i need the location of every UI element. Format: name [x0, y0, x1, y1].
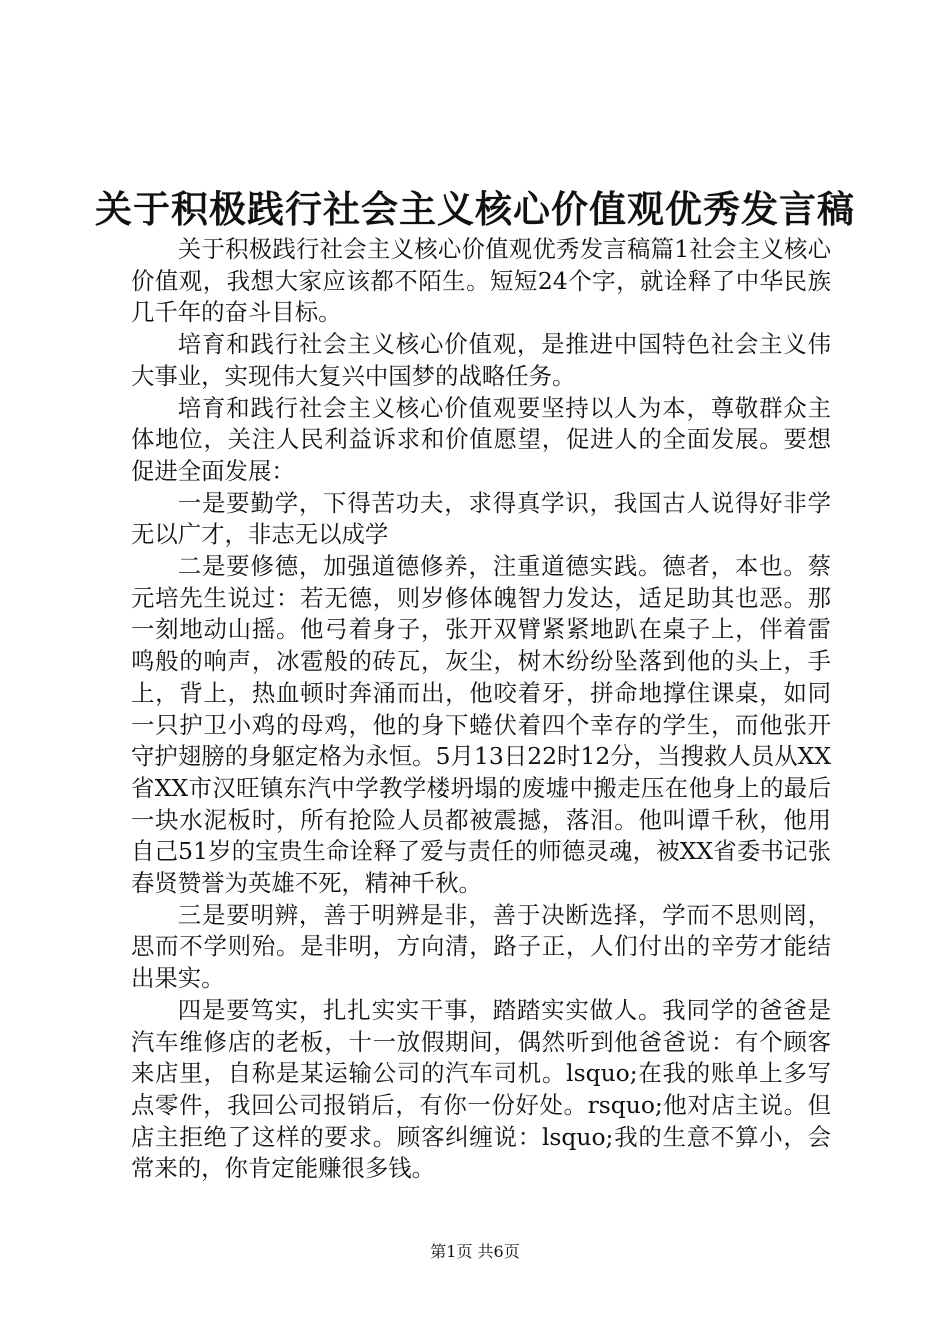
- paragraph-intro: 关于积极践行社会主义核心价值观优秀发言稿篇1社会主义核心价值观，我想大家应该都不陌生。短短24个字，就诠释了中华民族几千年的奋斗目标。: [131, 235, 831, 327]
- paragraph-people-oriented: 培育和践行社会主义核心价值观要坚持以人为本，尊敬群众主体地位，关注人民利益诉求和价值愿望，促进人的全面发展。要想促进全面发展：: [131, 393, 831, 485]
- paragraph-strategic-task: 培育和践行社会主义核心价值观，是推进中国特色社会主义伟大事业，实现伟大复兴中国梦的战略任务。: [131, 330, 831, 390]
- page-number: 第1页 共6页: [430, 1242, 520, 1261]
- paragraph-earnestness: 四是要笃实，扎扎实实干事，踏踏实实做人。我同学的爸爸是汽车维修店的老板，十一放假期间，偶然听到他爸爸说：有个顾客来店里，自称是某运输公司的汽车司机。lsquo;在我的账单上多写点零件，我回公司报销后，有你一份好处。rsquo;他对店主说。但店主拒绝了这样的要求。顾客纠缠说：lsquo;我的生意不算小，会常来的，你肯定能赚很多钱。: [131, 995, 831, 1183]
- document-body: [131, 234, 831, 1185]
- paragraph-diligent-study: 一是要勤学，下得苦功夫，求得真学识，我国古人说得好非学无以广才，非志无以成学: [131, 488, 831, 549]
- paragraph-discernment: 三是要明辨，善于明辨是非，善于决断选择，学而不思则罔，思而不学则殆。是非明，方向清，路子正，人们付出的辛劳才能结出果实。: [131, 900, 831, 993]
- paragraph-cultivate-virtue: 二是要修德，加强道德修养，注重道德实践。德者，本也。蔡元培先生说过：若无德，则岁修体魄智力发达，适足助其也恶。那一刻地动山摇。他弓着身子，张开双臂紧紧地趴在桌子上，伴着雷鸣般的响声，冰雹般的砖瓦，灰尘，树木纷纷坠落到他的头上，手上，背上，热血顿时奔涌而出，他咬着牙，拼命地撑住课桌，如同一只护卫小鸡的母鸡，他的身下蜷伏着四个幸存的学生，而他张开守护翅膀的身躯定格为永恒。5月13日22时12分，当搜救人员从XX省XX市汉旺镇东汽中学教学楼坍塌的废墟中搬走压在他身上的最后一块水泥板时，所有抢险人员都被震撼，落泪。他叫谭千秋，他用自己51岁的宝贵生命诠释了爱与责任的师德灵魂，被XX省委书记张春贤赞誉为英雄不死，精神千秋。: [131, 552, 831, 898]
- document-title: 关于积极践行社会主义核心价值观优秀发言稿: [95, 187, 855, 231]
